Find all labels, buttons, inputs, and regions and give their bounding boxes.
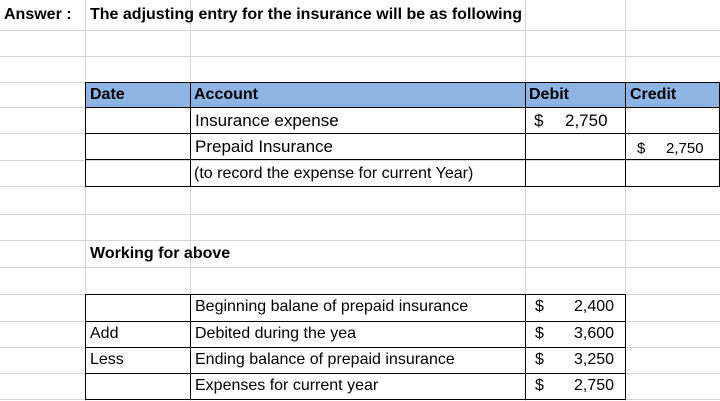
heading-text: The adjusting entry for the insurance will be as following: [90, 6, 523, 23]
credit-amount: 2,750: [666, 140, 704, 157]
working-row-label: Less: [90, 351, 124, 368]
dollar-sign: $: [535, 351, 544, 368]
journal-row-account: Prepaid Insurance: [195, 137, 333, 156]
working-row-description: Beginning balane of prepaid insurance: [195, 298, 469, 315]
grid-line: [0, 56, 720, 57]
grid-line: [0, 214, 720, 215]
working-row-amount: 3,250: [574, 351, 615, 368]
dollar-sign: $: [535, 325, 544, 342]
grid-line: [0, 30, 720, 31]
working-row-amount: 2,750: [574, 377, 615, 394]
grid-line: [0, 240, 720, 241]
column-header-account: Account: [194, 86, 258, 103]
working-row-description: Debited during the yea: [195, 325, 356, 342]
debit-amount: 2,750: [565, 111, 608, 130]
working-row-amount: 2,400: [574, 298, 615, 315]
column-header-date: Date: [90, 86, 125, 103]
answer-label: Answer :: [4, 6, 72, 23]
dollar-sign: $: [535, 377, 544, 394]
column-header-credit: Credit: [630, 86, 677, 103]
working-title: Working for above: [90, 245, 231, 262]
dollar-sign: $: [535, 298, 544, 315]
grid-line: [0, 160, 720, 161]
working-row-amount: 3,600: [574, 325, 615, 342]
working-row-description: Ending balance of prepaid insurance: [195, 351, 455, 368]
working-row-label: Add: [90, 325, 119, 342]
journal-row-account: Insurance expense: [195, 111, 339, 130]
grid-line: [0, 267, 720, 268]
working-row-description: Expenses for current year: [195, 377, 379, 394]
credit-dollar-sign: $: [637, 140, 646, 157]
column-header-debit: Debit: [529, 86, 569, 103]
journal-row-account: (to record the expense for current Year): [194, 165, 474, 182]
debit-dollar-sign: $: [534, 111, 544, 130]
